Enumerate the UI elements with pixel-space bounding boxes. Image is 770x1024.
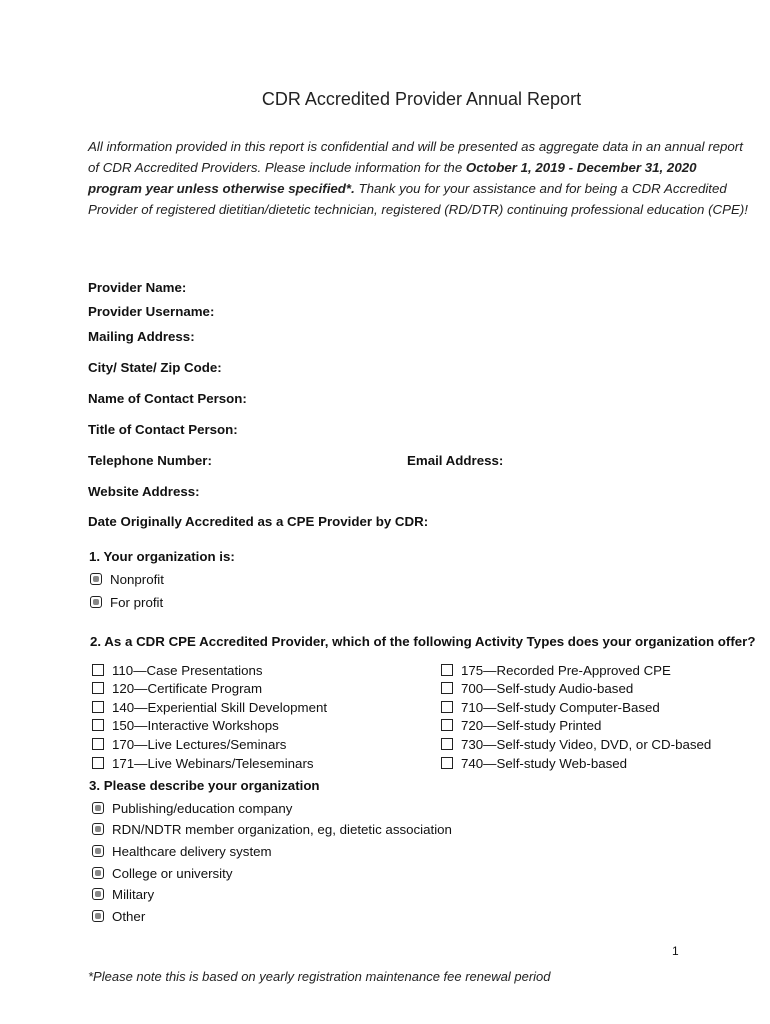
intro-paragraph: [88, 136, 748, 220]
checkbox-icon[interactable]: [441, 701, 453, 713]
q2-label: 2. As a CDR CPE Accredited Provider, which of the following Activity Types does your organization offer?: [90, 634, 756, 649]
report-title: CDR Accredited Provider Annual Report: [261, 89, 582, 109]
q3-option-label: Military: [112, 887, 155, 902]
checkbox-icon[interactable]: [441, 664, 453, 676]
email-label: Email Address:: [407, 453, 504, 468]
q2-option-730[interactable]: [441, 737, 711, 752]
radio-icon[interactable]: [92, 823, 104, 835]
checkbox-icon[interactable]: [441, 682, 453, 694]
checkbox-icon[interactable]: [441, 738, 453, 750]
q1-option-label: For profit: [110, 595, 164, 610]
footnote: *Please note this is based on yearly registration maintenance fee renewal period: [88, 969, 551, 984]
radio-icon[interactable]: [92, 802, 104, 814]
website-label: Website Address:: [88, 484, 200, 499]
contact-name-label: Name of Contact Person:: [88, 391, 247, 406]
q3-option-label: RDN/NDTR member organization, eg, dietetic association: [112, 822, 452, 837]
q2-option-175[interactable]: [441, 663, 671, 678]
q1-option-label: Nonprofit: [110, 572, 164, 587]
q2-option-label: 171—Live Webinars/Teleseminars: [112, 756, 314, 771]
checkbox-icon[interactable]: [441, 719, 453, 731]
q3-label: 3. Please describe your organization: [89, 778, 320, 793]
radio-icon[interactable]: [92, 888, 104, 900]
q2-option-700[interactable]: [441, 681, 633, 696]
q2-option-label: 140—Experiential Skill Development: [112, 700, 328, 715]
page-number: 1: [672, 944, 679, 958]
q2-option-150[interactable]: [92, 718, 279, 733]
intro-text-1: All information provided in this report is confidential and will be presented as aggregate data in an annual report of CDR Accredited Providers. Please include information for the: [88, 139, 743, 175]
checkbox-icon[interactable]: [92, 701, 104, 713]
q2-option-label: 150—Interactive Workshops: [112, 718, 279, 733]
radio-icon[interactable]: [90, 573, 102, 585]
q3-option-publishing[interactable]: [92, 801, 292, 816]
date-accredited-label: Date Originally Accredited as a CPE Provider by CDR:: [88, 514, 429, 529]
q3-option-military[interactable]: [92, 887, 154, 902]
q2-option-label: 720—Self-study Printed: [461, 718, 602, 733]
q2-option-740[interactable]: [441, 756, 627, 771]
radio-icon[interactable]: [90, 596, 102, 608]
q3-option-healthcare[interactable]: [92, 844, 272, 859]
q3-option-label: Other: [112, 909, 146, 924]
checkbox-icon[interactable]: [92, 738, 104, 750]
q2-option-label: 730—Self-study Video, DVD, or CD-based: [461, 737, 712, 752]
contact-title-label: Title of Contact Person:: [88, 422, 238, 437]
q2-option-120[interactable]: [92, 681, 262, 696]
checkbox-icon[interactable]: [92, 719, 104, 731]
provider-username-label: Provider Username:: [88, 304, 215, 319]
q2-option-140[interactable]: [92, 700, 327, 715]
q2-option-720[interactable]: [441, 718, 601, 733]
q2-option-710[interactable]: [441, 700, 660, 715]
q2-option-171[interactable]: [92, 756, 314, 771]
intro-text-2: Thank you for your assistance and for being a CDR Accredited Provider of registered dietitian/dietetic technician, registered (RD/DTR) continuing professional education (CPE)!: [88, 181, 748, 217]
checkbox-icon[interactable]: [92, 682, 104, 694]
q1-label: 1. Your organization is:: [89, 549, 235, 564]
q2-option-label: 175—Recorded Pre-Approved CPE: [461, 663, 671, 678]
q2-option-label: 710—Self-study Computer-Based: [461, 700, 660, 715]
radio-icon[interactable]: [92, 867, 104, 879]
q1-option-forprofit[interactable]: [90, 595, 163, 610]
q3-option-label: College or university: [112, 866, 233, 881]
q2-option-label: 120—Certificate Program: [112, 681, 263, 696]
radio-icon[interactable]: [92, 910, 104, 922]
provider-name-label: Provider Name:: [88, 280, 187, 295]
q1-option-nonprofit[interactable]: [90, 572, 164, 587]
radio-icon[interactable]: [92, 845, 104, 857]
q3-option-college[interactable]: [92, 866, 232, 881]
checkbox-icon[interactable]: [441, 757, 453, 769]
q3-option-label: Publishing/education company: [112, 801, 293, 816]
checkbox-icon[interactable]: [92, 757, 104, 769]
q2-option-110[interactable]: [92, 663, 263, 678]
q3-option-label: Healthcare delivery system: [112, 844, 272, 859]
city-state-zip-label: City/ State/ Zip Code:: [88, 360, 222, 375]
q3-option-other[interactable]: [92, 909, 145, 924]
q2-option-170[interactable]: [92, 737, 286, 752]
mailing-address-label: Mailing Address:: [88, 329, 195, 344]
q2-option-label: 740—Self-study Web-based: [461, 756, 628, 771]
q2-option-label: 700—Self-study Audio-based: [461, 681, 634, 696]
q2-option-label: 110—Case Presentations: [112, 663, 263, 678]
q2-option-label: 170—Live Lectures/Seminars: [112, 737, 287, 752]
q3-option-member-org[interactable]: [92, 822, 452, 837]
telephone-label: Telephone Number:: [88, 453, 212, 468]
intro-bold-period: October 1, 2019 - December 31, 2020 program year unless otherwise specified*.: [88, 160, 697, 196]
checkbox-icon[interactable]: [92, 664, 104, 676]
